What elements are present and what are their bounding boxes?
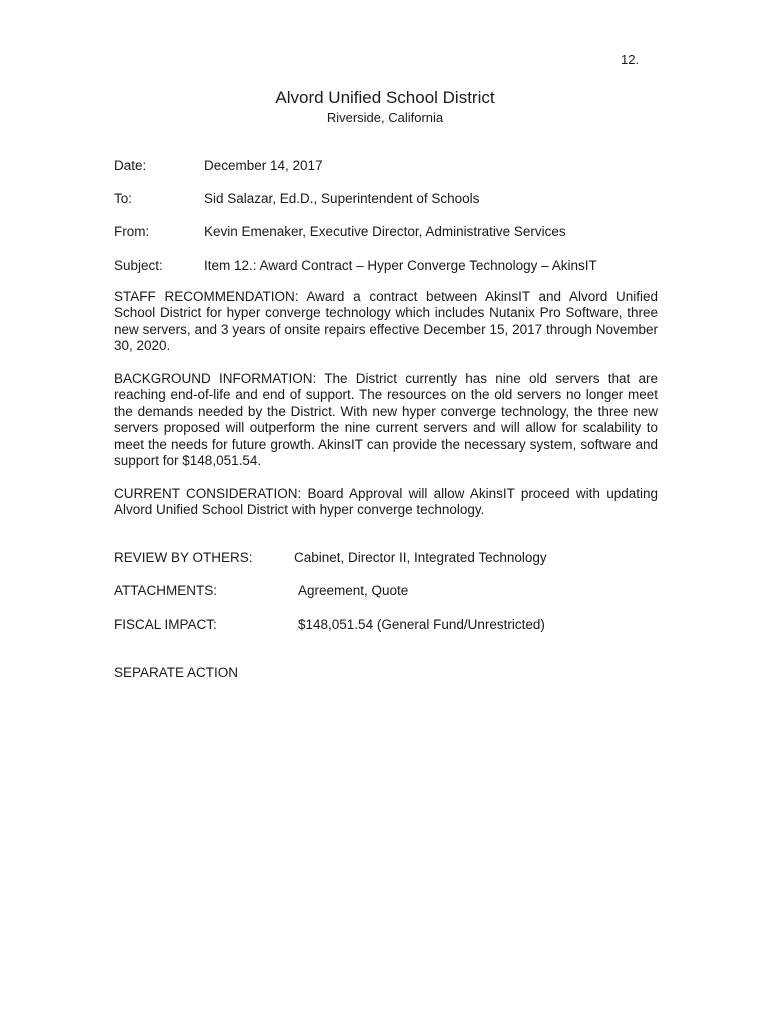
memo-date-value: December 14, 2017 xyxy=(204,158,323,173)
memo-from-label: From: xyxy=(114,224,150,239)
background-information-paragraph: BACKGROUND INFORMATION: The District currently has nine old servers that are reaching end-of-life and end of support. The resources on the old servers no longer meet the demands needed by the District. With new hyper converge technology, the three new servers proposed will outperform the nine current servers and will allow for scalability to meet the needs for future growth. AkinsIT can provide the necessary system, software and support for $148,051.54. xyxy=(114,371,658,469)
memo-date-label: Date: xyxy=(114,158,147,173)
separate-action-label: SEPARATE ACTION xyxy=(114,665,239,680)
memo-to-row xyxy=(114,191,479,206)
review-by-others-value: Cabinet, Director II, Integrated Technology xyxy=(294,550,547,565)
district-location: Riverside, California xyxy=(326,110,444,125)
fiscal-impact-row xyxy=(114,617,545,632)
page-number: 12. xyxy=(621,52,640,67)
staff-recommendation-paragraph: STAFF RECOMMENDATION: Award a contract between AkinsIT and Alvord Unified School District for hyper converge technology which includes Nutanix Pro Software, three new servers, and 3 years of onsite repairs effective December 15, 2017 through November 30, 2020. xyxy=(114,289,658,354)
fiscal-impact-value: $148,051.54 (General Fund/Unrestricted) xyxy=(298,617,545,632)
memo-subject-value: Item 12.: Award Contract – Hyper Converge Technology – AkinsIT xyxy=(204,258,597,273)
memo-subject-label: Subject: xyxy=(114,258,163,273)
attachments-row xyxy=(114,583,409,598)
fiscal-impact-label: FISCAL IMPACT: xyxy=(114,617,217,632)
district-title: Alvord Unified School District xyxy=(275,88,495,107)
review-by-others-row xyxy=(114,550,547,565)
memo-date-row xyxy=(114,158,323,173)
current-consideration-paragraph: CURRENT CONSIDERATION: Board Approval will allow AkinsIT proceed with updating Alvord Unified School District with hyper converge technology. xyxy=(114,486,658,518)
review-by-others-label: REVIEW BY OTHERS: xyxy=(114,550,253,565)
memo-to-value: Sid Salazar, Ed.D., Superintendent of Schools xyxy=(204,191,480,206)
memo-from-value: Kevin Emenaker, Executive Director, Administrative Services xyxy=(204,224,566,239)
attachments-value: Agreement, Quote xyxy=(298,583,409,598)
attachments-label: ATTACHMENTS: xyxy=(114,583,217,598)
memo-subject-row xyxy=(114,258,597,273)
memo-from-row xyxy=(114,224,566,239)
memo-to-label: To: xyxy=(114,191,133,206)
